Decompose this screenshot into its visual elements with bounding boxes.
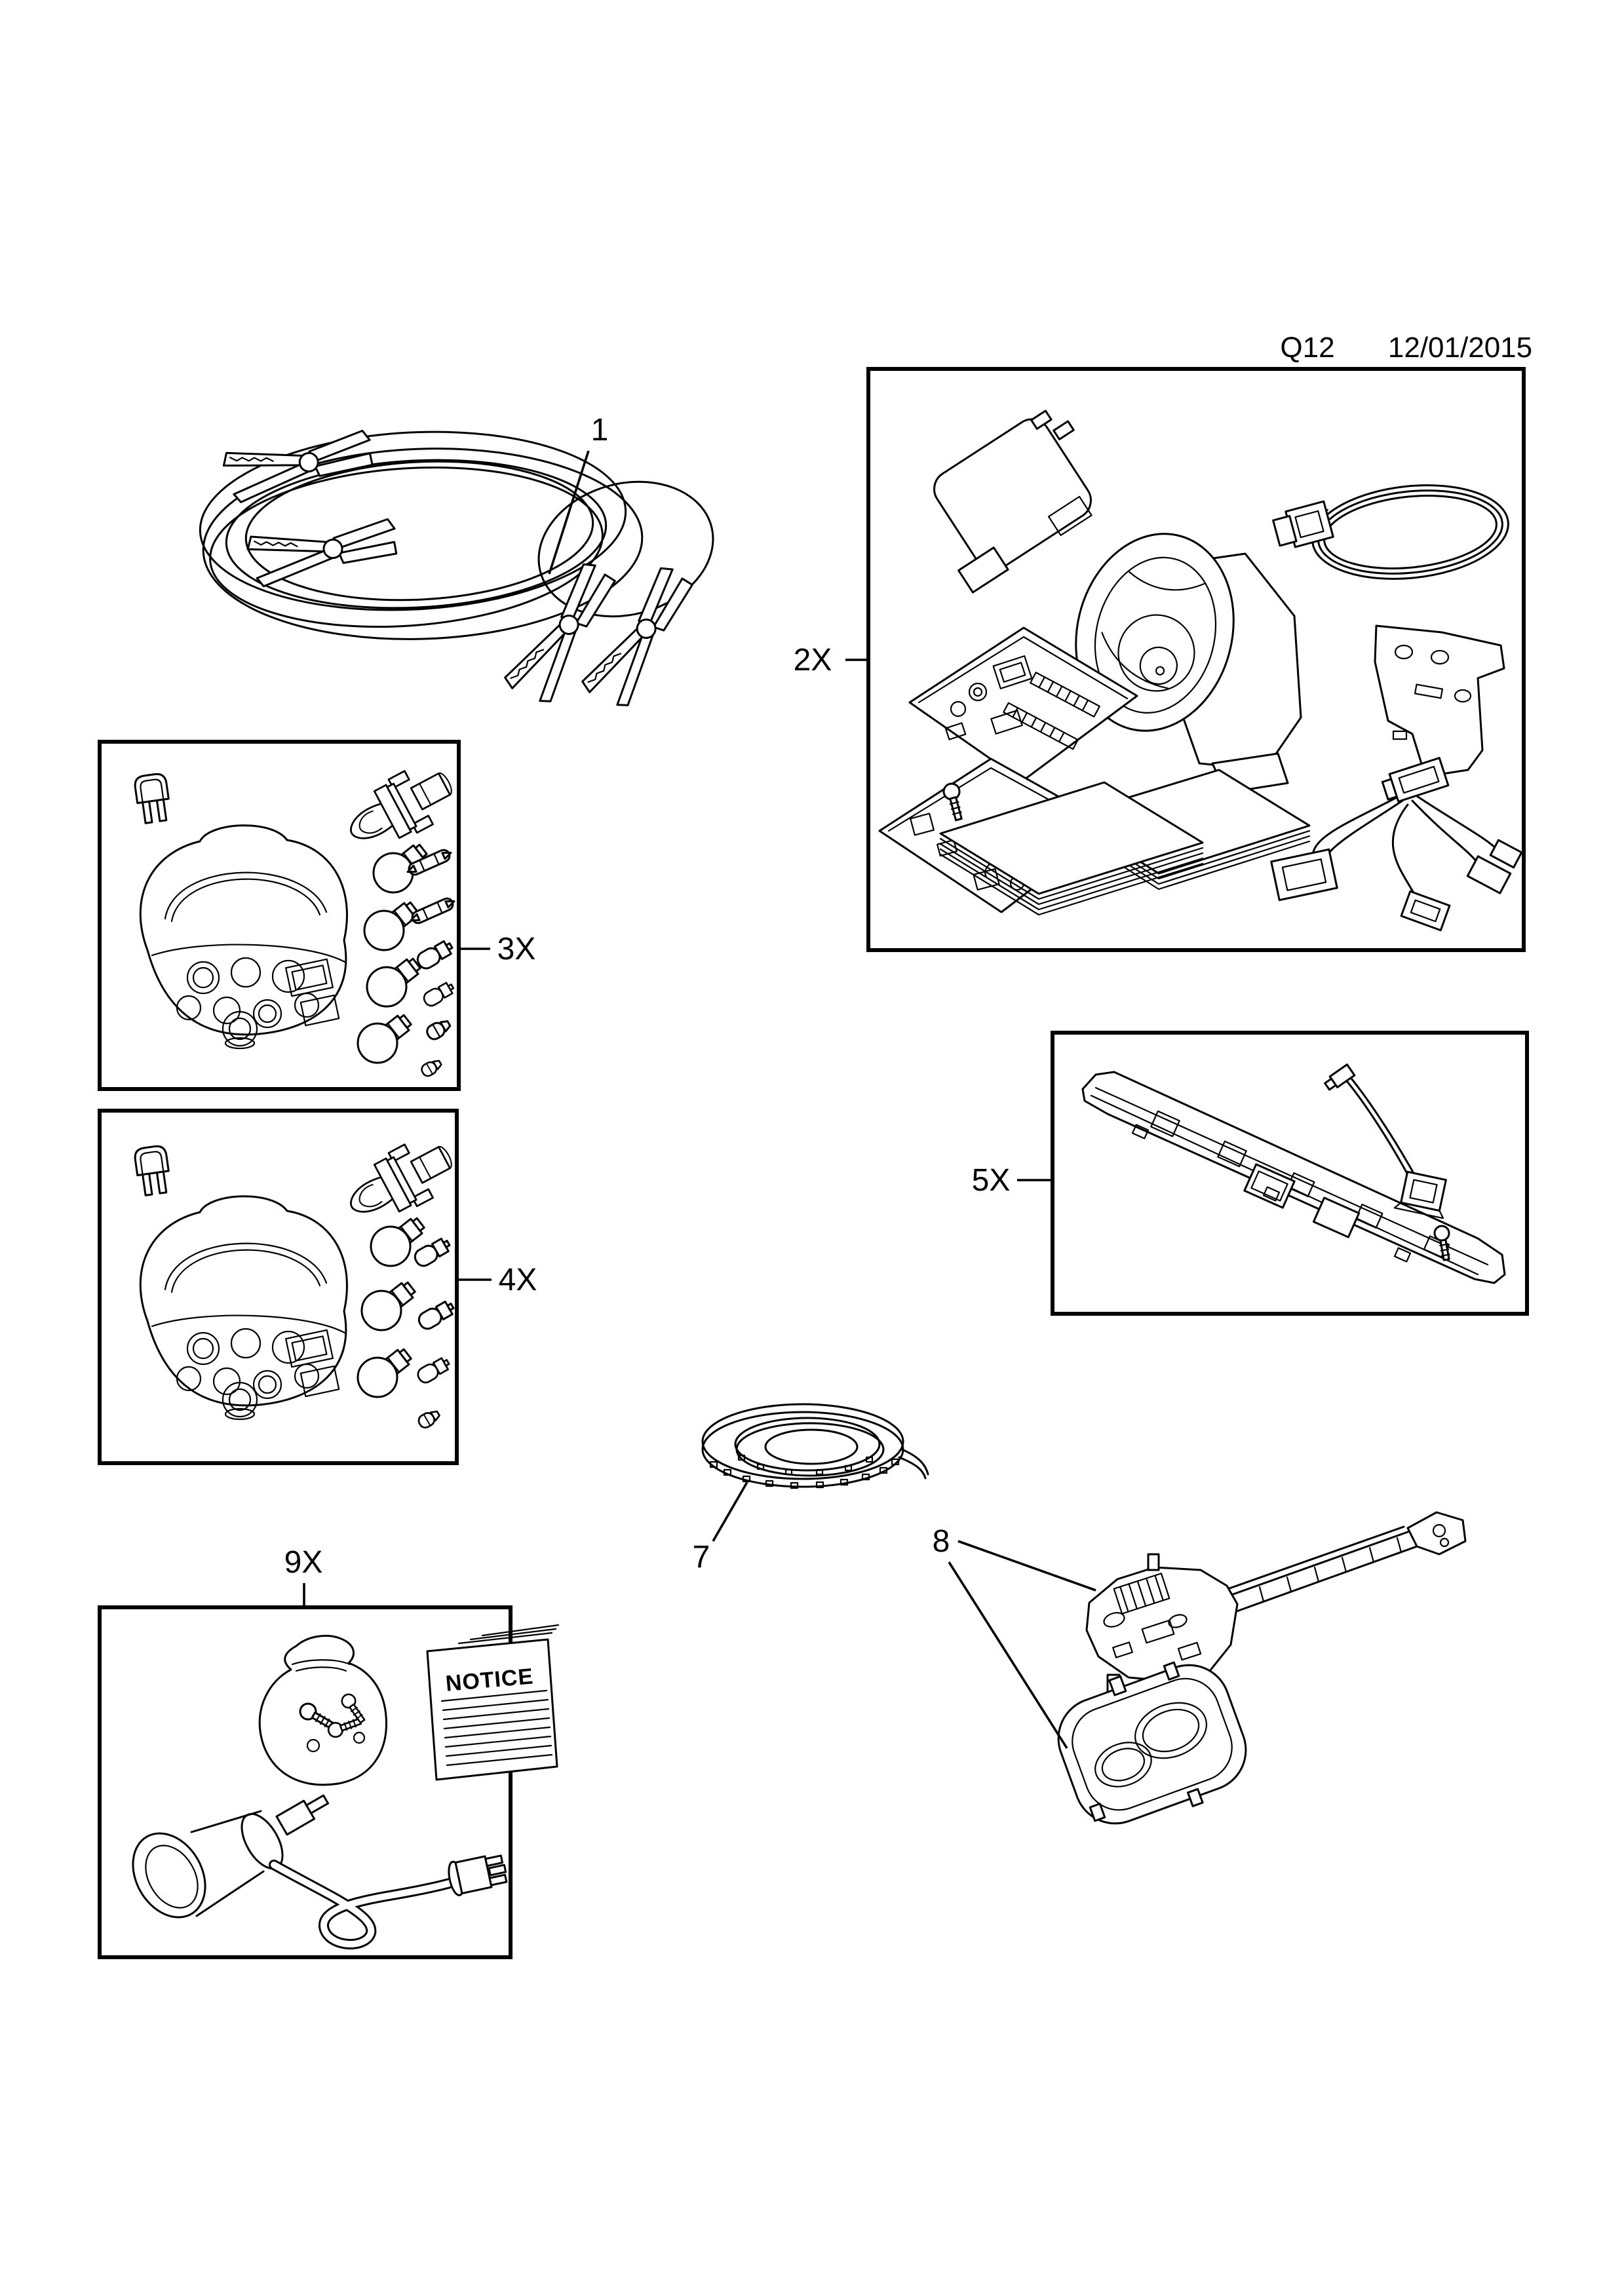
callout-item8: 8 <box>932 1524 950 1559</box>
socket-connector <box>446 1852 509 1897</box>
callout-item7: 7 <box>692 1540 710 1575</box>
screw-bag <box>260 1636 386 1784</box>
antenna-wire-coil <box>1272 476 1513 588</box>
callout-item8-leader-2 <box>949 1562 1067 1748</box>
notice-booklet <box>427 1625 558 1780</box>
callout-item8-leader-1 <box>958 1541 1096 1590</box>
bracket-and-pad-icon <box>1043 1512 1465 1843</box>
h4-bulb-icon <box>338 755 463 860</box>
power-socket-kit-icon <box>119 1625 558 1944</box>
notice-title: NOTICE <box>444 1664 535 1696</box>
callout-kit5x: 5X <box>971 1163 1011 1198</box>
mini-fuse-icon <box>134 1145 172 1196</box>
power-socket <box>119 1791 332 1930</box>
callout-kit4x: 4X <box>498 1263 537 1297</box>
tailgate-trim-kit-icon <box>1083 1065 1505 1283</box>
bulb-kit-small-icon <box>134 1128 463 1430</box>
alarm-siren <box>1056 517 1301 793</box>
callout-kit2x: 2X <box>793 643 832 678</box>
h4-bulb-icon <box>338 1128 463 1233</box>
callout-kit9x: 9X <box>284 1545 323 1580</box>
roof-rail-bracket <box>1087 1512 1465 1697</box>
mounting-bracket <box>1375 626 1504 776</box>
bulb-case-icon <box>140 1196 347 1419</box>
page-code-label: Q12 <box>1280 332 1335 364</box>
led-dots <box>710 1455 899 1488</box>
led-strip-coil-icon <box>703 1404 928 1488</box>
callout-item7-leader <box>713 1482 747 1541</box>
bulb-case-icon <box>140 826 347 1048</box>
page-date-label: 12/01/2015 <box>1387 332 1533 364</box>
alarm-control-module <box>910 401 1118 592</box>
wiring-harness <box>1271 758 1522 930</box>
alarm-kit-icon <box>880 401 1522 930</box>
mini-fuse-icon <box>134 773 172 824</box>
callout-kit3x: 3X <box>497 932 536 966</box>
callout-item1: 1 <box>590 413 609 448</box>
jumper-cables-icon <box>195 421 728 713</box>
bulb-kit-large-icon <box>134 755 463 1078</box>
socket-cable <box>274 1865 450 1944</box>
